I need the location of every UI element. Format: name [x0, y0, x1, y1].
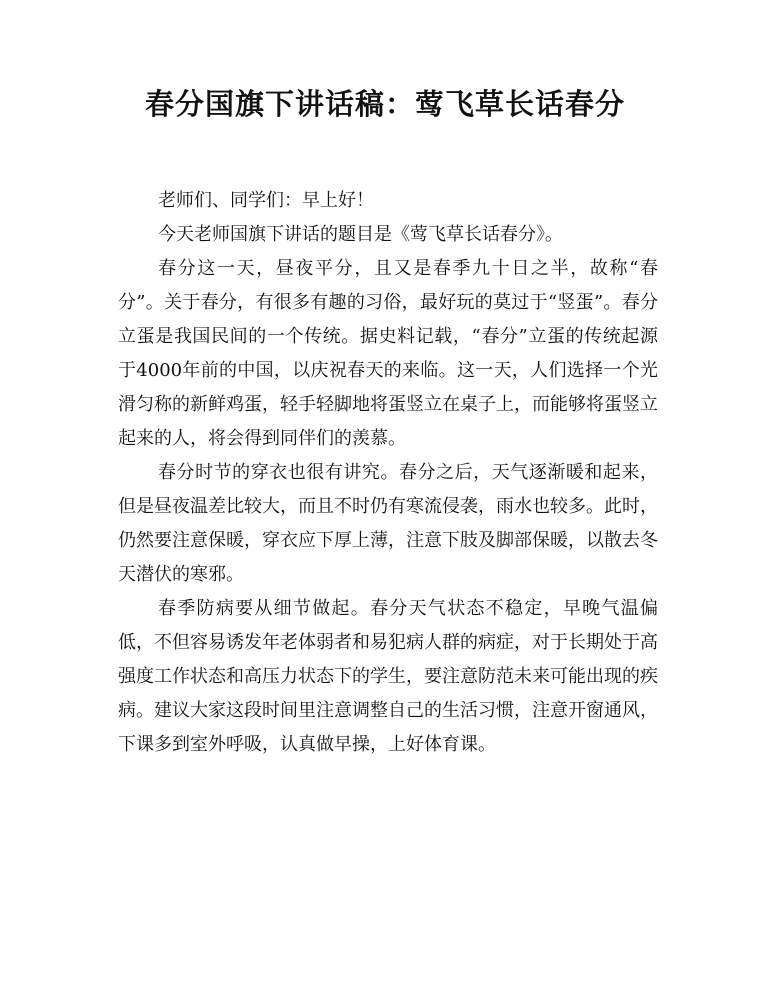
paragraph-customs: 春分这一天，昼夜平分，且又是春季九十日之半，故称“春分”。关于春分，有很多有趣的习俗，最好玩的莫过于“竖蛋”。春分立蛋是我国民间的一个传统。据史料记载，“春分”立蛋的传统起源于4000年前的中国，以庆祝春天的来临。这一天，人们选择一个光滑匀称的新鲜鸡蛋，轻手轻脚地将蛋竖立在桌子上，而能够将蛋竖立起来的人，将会得到同伴们的羡慕。 — [118, 258, 658, 449]
document-title: 春分国旗下讲话稿：莺飞草长话春分 — [144, 87, 625, 121]
paragraph-topic: 今天老师国旗下讲话的题目是《莺飞草长话春分》。 — [158, 224, 563, 245]
paragraph-clothing: 春分时节的穿衣也很有讲究。春分之后，天气逐渐暖和起来，但是昼夜温差比较大，而且不时仍有寒流侵袭，雨水也较多。此时，仍然要注意保暖，穿衣应下厚上薄，注意下肢及脚部保暖，以散去冬天潜伏的寒邪。 — [118, 462, 658, 585]
paragraph-health: 春季防病要从细节做起。春分天气状态不稳定，早晚气温偏低，不但容易诱发年老体弱者和易犯病人群的病症，对于长期处于高强度工作状态和高压力状态下的学生，要注意防范未来可能出现的疾病。建议大家这段时间里注意调整自己的生活习惯，注意开窗通风，下课多到室外呼吸，认真做早操，上好体育课。 — [118, 598, 658, 755]
document-body — [118, 184, 658, 762]
paragraph-greeting: 老师们、同学们：早上好！ — [158, 190, 374, 211]
